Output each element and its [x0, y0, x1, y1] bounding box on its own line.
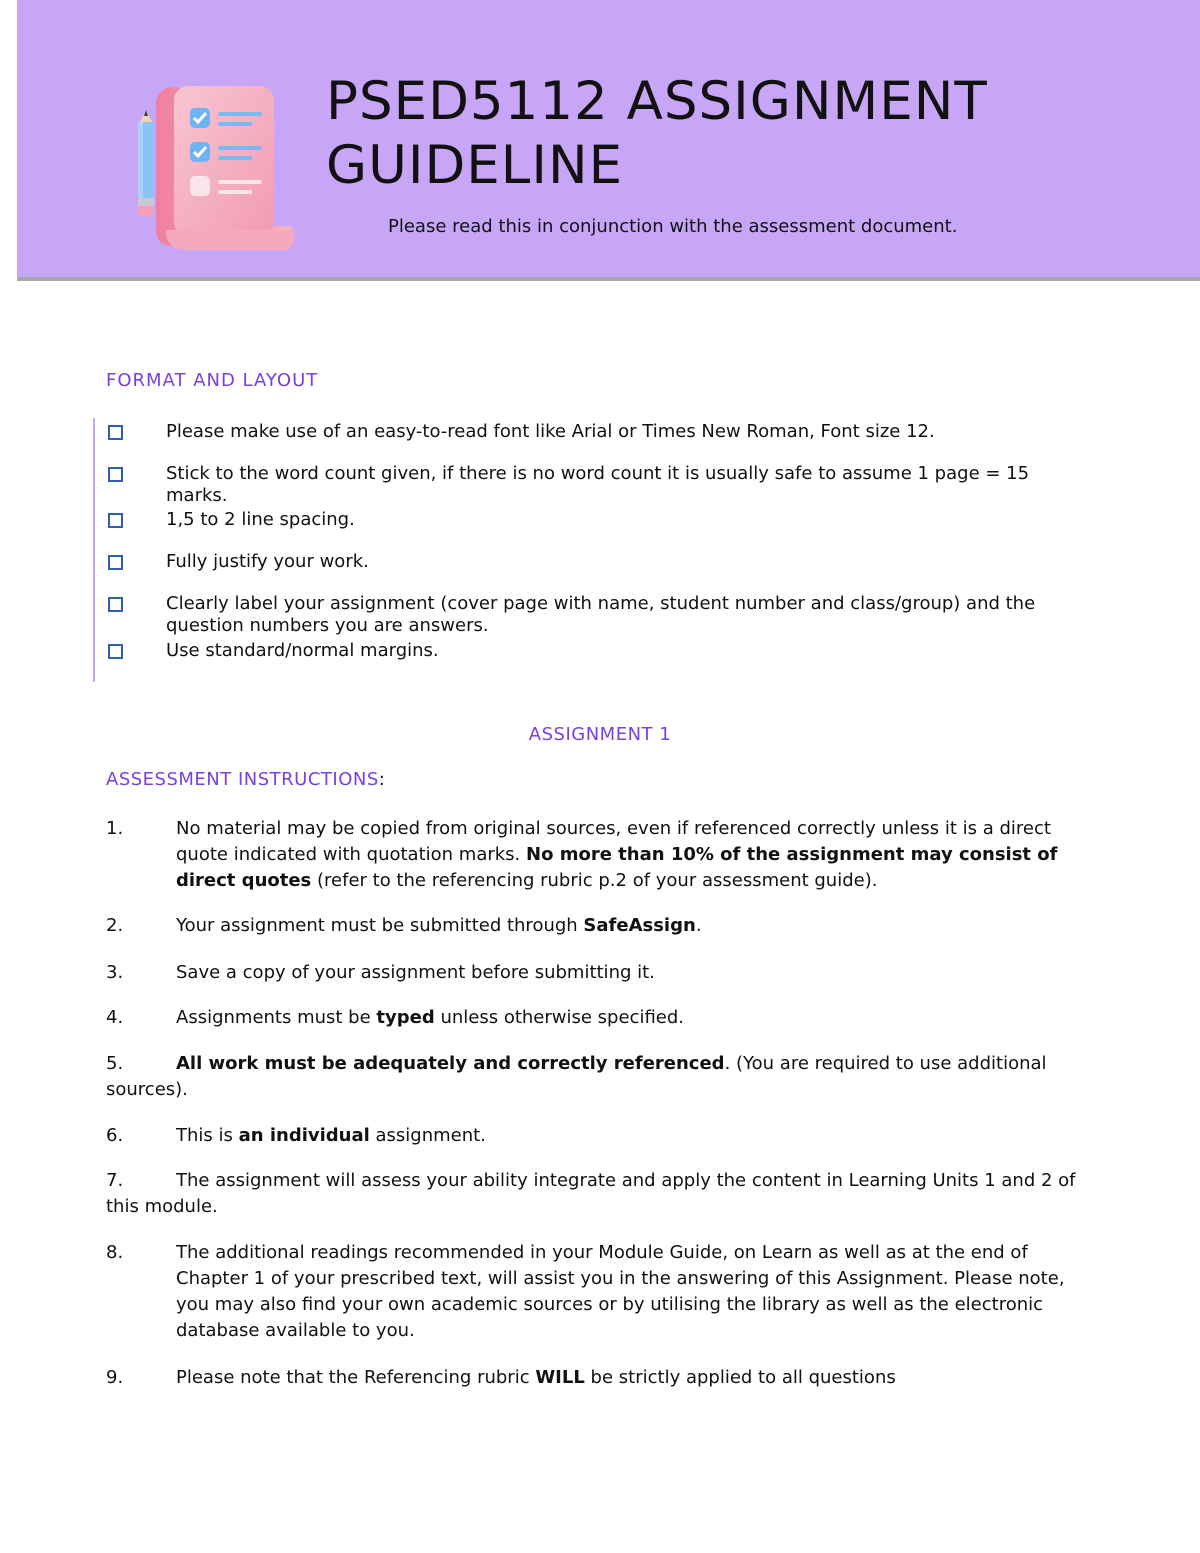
- instruction-item: [106, 1168, 1096, 1220]
- instruction-number: 8.: [106, 1242, 124, 1263]
- checkbox-icon: [108, 597, 123, 612]
- instruction-text-run: Your assignment must be submitted through: [176, 915, 584, 936]
- instruction-number: 7.: [106, 1170, 124, 1191]
- instruction-text: [106, 1051, 1096, 1103]
- instruction-text: [176, 1365, 1096, 1391]
- checkbox-icon: [108, 467, 123, 482]
- instruction-text-run: assignment.: [369, 1125, 486, 1146]
- instructions-heading-colon: :: [378, 769, 386, 790]
- instruction-text-run: The assignment will assess your ability integrate and apply the content in Learning Units 1 and 2 of this module.: [106, 1170, 1076, 1217]
- instruction-item: [106, 1051, 1096, 1103]
- checklist-item-text: Please make use of an easy-to-read font like Arial or Times New Roman, Font size 12.: [166, 421, 935, 442]
- checkbox-icon: [108, 425, 123, 440]
- instruction-text-run: .: [695, 915, 702, 936]
- instruction-text-run: This is: [176, 1125, 239, 1146]
- instruction-number: 5.: [106, 1053, 124, 1074]
- checklist-item-text: Stick to the word count given, if there is no word count it is usually safe to assume 1 page = 15 marks.: [166, 463, 1030, 506]
- instruction-text-run: The additional readings recommended in your Module Guide, on Learn as well as at the end of Chapter 1 of your prescribed text, will assist you in the answering of this Assignment. Please note, you may also find your own academic sources or by utilising the library as well as the electronic database available to you.: [176, 1242, 1065, 1341]
- assignment-title: ASSIGNMENT 1: [528, 724, 672, 745]
- checkbox-icon: [108, 644, 123, 659]
- instruction-number: 2.: [106, 915, 124, 936]
- format-layout-heading: FORMAT AND LAYOUT: [106, 370, 319, 391]
- instruction-text-run: No material may be copied from original sources, even if referenced correctly unless it is a direct quote indicated with quotation marks.: [176, 818, 1051, 865]
- instruction-number: 6.: [106, 1125, 124, 1146]
- checklist-scroll-with-pencil-icon: [130, 80, 300, 252]
- instruction-text: [176, 1005, 1096, 1031]
- checkbox-icon: [108, 555, 123, 570]
- instruction-text-run: Please note that the Referencing rubric: [176, 1367, 536, 1388]
- checklist-item-text: Clearly label your assignment (cover page with name, student number and class/group) and the question numbers you are answers.: [166, 593, 1036, 636]
- checklist-item-text: 1,5 to 2 line spacing.: [166, 509, 355, 530]
- instruction-text: [176, 1123, 1096, 1149]
- instructions-heading-text: ASSESSMENT INSTRUCTIONS: [106, 769, 379, 790]
- checklist-item-text: Fully justify your work.: [166, 551, 369, 572]
- instruction-text-run: Save a copy of your assignment before submitting it.: [176, 962, 655, 983]
- checklist-item-text: Use standard/normal margins.: [166, 640, 439, 661]
- instruction-text: [176, 1240, 1096, 1344]
- instruction-bold-text: WILL: [535, 1367, 585, 1388]
- instruction-text: [106, 1168, 1096, 1220]
- instruction-bold-text: No more than 10% of the assignment may consist of direct quotes: [176, 844, 1058, 891]
- instructions-heading: [106, 769, 385, 790]
- instruction-bold-text: an individual: [238, 1125, 370, 1146]
- instruction-bold-text: All work must be adequately and correctly referenced: [176, 1053, 725, 1074]
- document-title: PSED5112 ASSIGNMENT GUIDELINE: [326, 71, 988, 196]
- instruction-bold-text: SafeAssign: [583, 915, 696, 936]
- instruction-text: [176, 816, 1096, 894]
- instruction-text: [176, 960, 1096, 986]
- instruction-text: [176, 913, 1096, 939]
- instruction-number: 3.: [106, 962, 124, 983]
- instruction-number: 4.: [106, 1007, 124, 1028]
- instruction-text-run: Assignments must be: [176, 1007, 377, 1028]
- instruction-number: 1.: [106, 818, 124, 839]
- instruction-text-run: . (You are required to use additional sources).: [106, 1053, 1047, 1100]
- checklist-accent-bar: [93, 418, 95, 682]
- instruction-text-run: unless otherwise specified.: [434, 1007, 685, 1028]
- instruction-text-run: be strictly applied to all questions: [584, 1367, 896, 1388]
- instruction-number: 9.: [106, 1367, 124, 1388]
- instruction-text-run: (refer to the referencing rubric p.2 of your assessment guide).: [311, 870, 878, 891]
- checkbox-icon: [108, 513, 123, 528]
- document-subtitle: Please read this in conjunction with the assessment document.: [388, 216, 958, 237]
- instruction-bold-text: typed: [376, 1007, 435, 1028]
